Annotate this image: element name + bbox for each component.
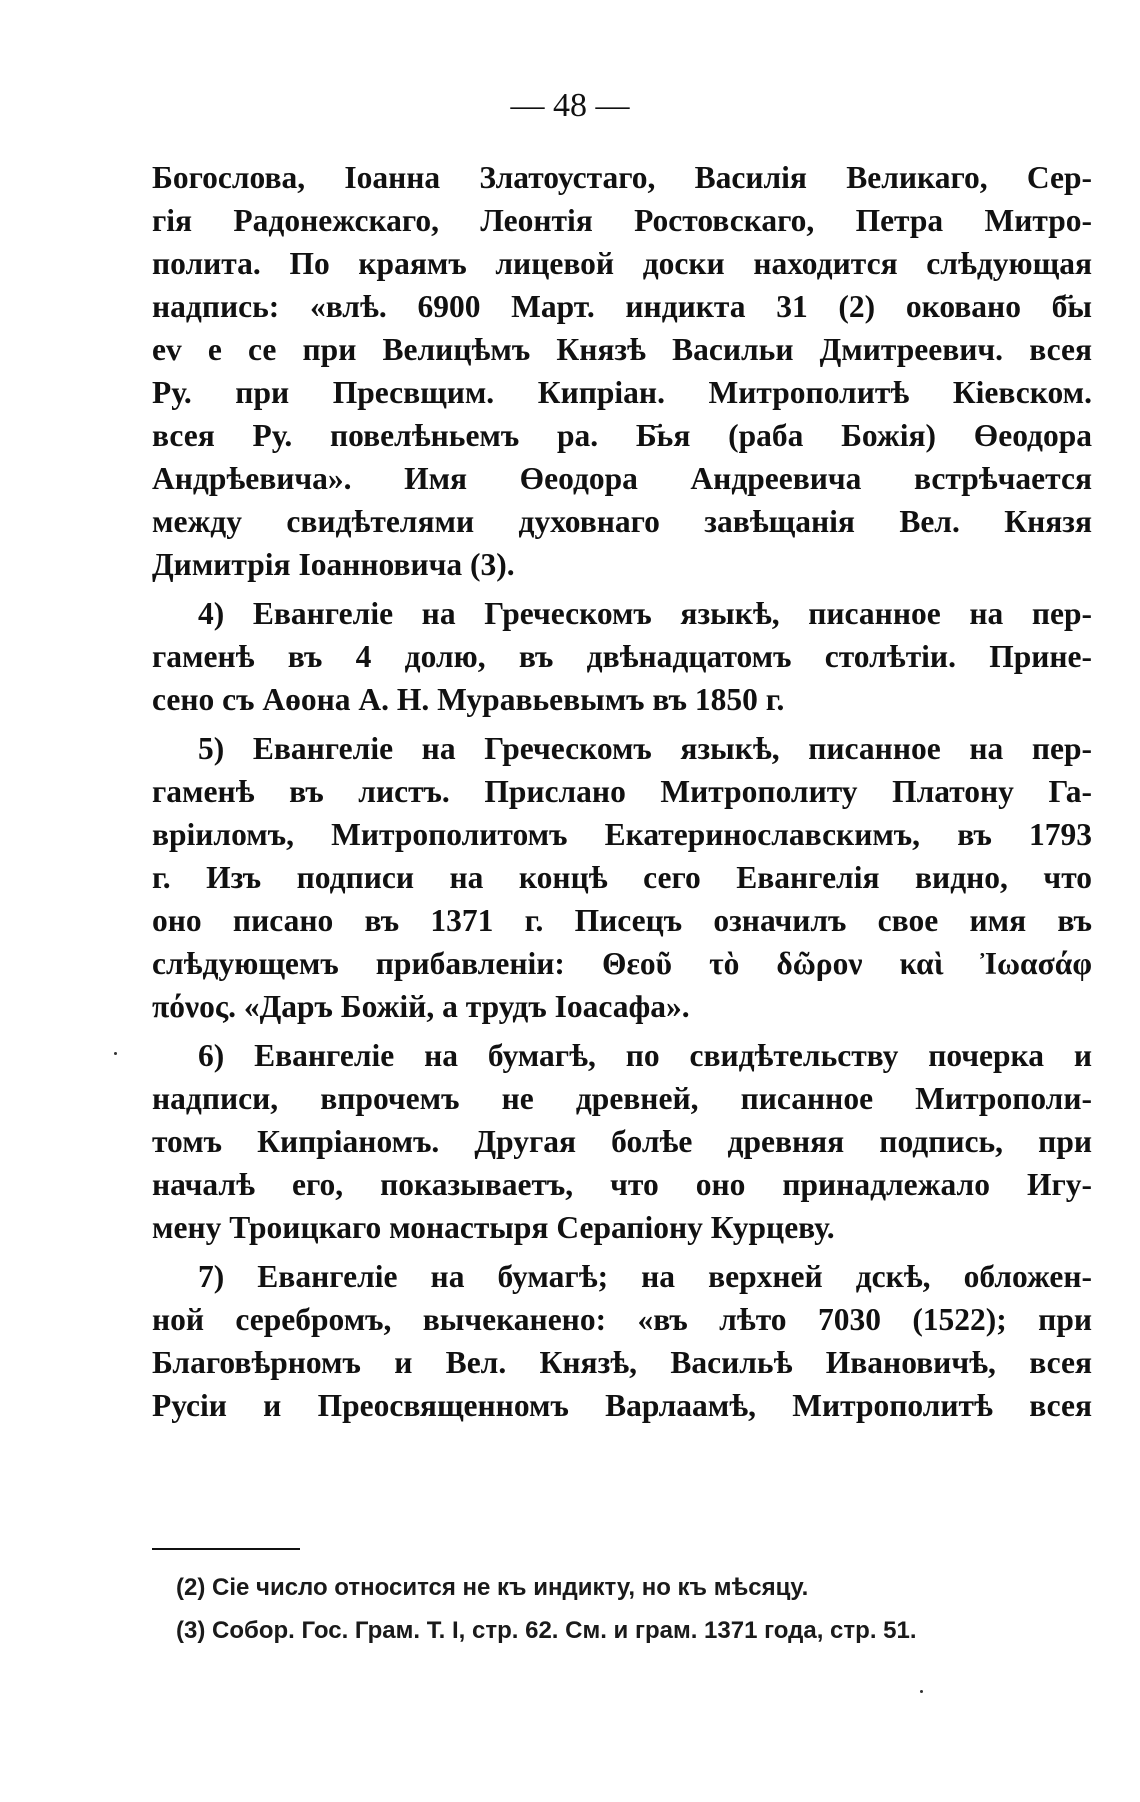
- text-line: πόνος. «Даръ Божій, а трудъ Іоасафа».: [152, 989, 690, 1024]
- paragraph-item-4: [152, 592, 1092, 721]
- text-line: мену Троицкаго монастыря Серапіону Курцеву.: [152, 1210, 835, 1245]
- text-line: полита. По краямъ лицевой доски находится слѣдующая: [152, 246, 1092, 281]
- footnotes: [176, 1566, 1106, 1652]
- text-line: сено съ Аөона А. Н. Муравьевымъ въ 1850 г.: [152, 682, 785, 717]
- text-line: оно писано въ 1371 г. Писецъ означилъ свое имя въ: [152, 903, 1092, 938]
- text-line: Андрѣевича». Имя Өеодора Андреевича встрѣчается: [152, 461, 1092, 496]
- text-line: вріиломъ, Митрополитомъ Екатеринославскимъ, въ 1793: [152, 817, 1092, 852]
- text-line: всея Ру. повелѣньемъ ра. Б҃ья (раба Божія) Өеодора: [152, 418, 1092, 453]
- footnote-divider: [152, 1548, 300, 1550]
- text-line: Ру. при Пресвщим. Кипріан. Митрополитѣ Кіевском.: [152, 375, 1092, 410]
- text-line: 4) Евангеліе на Греческомъ языкѣ, писанное на пер-: [198, 596, 1092, 631]
- text-line: Димитрія Іоанновича (3).: [152, 547, 515, 582]
- text-line: 6) Евангеліе на бумагѣ, по свидѣтельству почерка и: [198, 1038, 1092, 1073]
- paragraph-item-5: [152, 727, 1092, 1028]
- text-line: ной серебромъ, вычеканено: «въ лѣто 7030 (1522); при: [152, 1302, 1092, 1337]
- text-line: Русіи и Преосвященномъ Варлаамѣ, Митрополитѣ всея: [152, 1388, 1092, 1423]
- text-line: гаменѣ въ 4 долю, въ двѣнадцатомъ столѣтіи. Прине-: [152, 639, 1092, 674]
- page-number: — 48 —: [510, 87, 630, 124]
- paragraph-item-6: [152, 1034, 1092, 1249]
- text-line: гаменѣ въ листъ. Прислано Митрополиту Платону Га-: [152, 774, 1092, 809]
- footnote-2: (2) Сіе число относится не къ индикту, но къ мѣсяцу.: [176, 1574, 809, 1601]
- text-line: между свидѣтелями духовнаго завѣщанія Вел. Князя: [152, 504, 1092, 539]
- text-line: еv е се при Велицѣмъ Князѣ Васильи Дмитреевич. всея: [152, 332, 1092, 367]
- text-line: началѣ его, показываетъ, что оно принадлежало Игу-: [152, 1167, 1092, 1202]
- paragraph-intro: [152, 156, 1092, 586]
- text-line: Благовѣрномъ и Вел. Князѣ, Васильѣ Ивановичѣ, всея: [152, 1345, 1092, 1380]
- text-line: слѣдующемъ прибавленіи: Θεοῦ τὸ δῶρον καὶ Ἰωασάφ: [152, 946, 1092, 981]
- text-line: 5) Евангеліе на Греческомъ языкѣ, писанное на пер-: [198, 731, 1092, 766]
- text-line: гія Радонежскаго, Леонтія Ростовскаго, Петра Митро-: [152, 203, 1092, 238]
- text-line: г. Изъ подписи на концѣ сего Евангелія видно, что: [152, 860, 1092, 895]
- paragraph-item-7: [152, 1255, 1092, 1427]
- text-line: надпись: «влѣ. 6900 Март. индикта 31 (2) оковано б҃ы: [152, 289, 1092, 324]
- text-line: томъ Кипріаномъ. Другая болѣе древняя подпись, при: [152, 1124, 1092, 1159]
- text-line: Богослова, Іоанна Златоустаго, Василія Великаго, Сер-: [152, 160, 1092, 195]
- text-line: надписи, впрочемъ не древней, писанное Митрополи-: [152, 1081, 1092, 1116]
- print-speck: [114, 1052, 117, 1055]
- text-line: 7) Евангеліе на бумагѣ; на верхней дскѣ, обложен-: [198, 1259, 1092, 1294]
- footnote-3: (3) Собор. Гос. Грам. Т. I, стр. 62. См. и грам. 1371 года, стр. 51.: [176, 1617, 917, 1644]
- print-speck: [920, 1690, 923, 1693]
- body-text: [152, 156, 1092, 1427]
